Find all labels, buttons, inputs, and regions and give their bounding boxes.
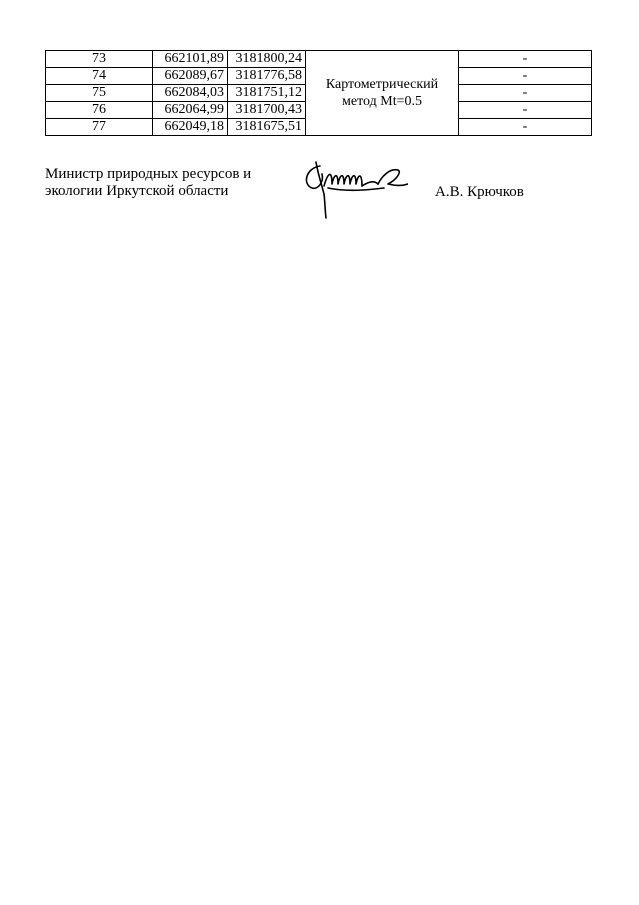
method-line-1: Картометрический — [325, 77, 439, 92]
accuracy-cell: - — [459, 102, 592, 119]
signer-name: А.В. Крючков — [435, 184, 524, 200]
point-number: 75 — [46, 85, 153, 102]
point-number: 73 — [46, 51, 153, 68]
coord-y: 3181675,51 — [228, 119, 306, 136]
coord-y: 3181800,24 — [228, 51, 306, 68]
point-number: 77 — [46, 119, 153, 136]
accuracy-cell: - — [459, 68, 592, 85]
coord-x: 662089,67 — [153, 68, 228, 85]
position-line-2: экологии Иркутской области — [45, 183, 229, 199]
coord-x: 662064,99 — [153, 102, 228, 119]
point-number: 74 — [46, 68, 153, 85]
method-line-2: метод Mt=0.5 — [342, 94, 422, 109]
accuracy-cell: - — [459, 51, 592, 68]
table-row — [46, 51, 592, 68]
position-line-1: Министр природных ресурсов и — [45, 166, 252, 182]
accuracy-cell: - — [459, 85, 592, 102]
coord-y: 3181700,43 — [228, 102, 306, 119]
coord-y: 3181751,12 — [228, 85, 306, 102]
accuracy-cell: - — [459, 119, 592, 136]
handwritten-signature — [298, 160, 408, 222]
coord-x: 662084,03 — [153, 85, 228, 102]
coord-y: 3181776,58 — [228, 68, 306, 85]
coord-x: 662101,89 — [153, 51, 228, 68]
coord-x: 662049,18 — [153, 119, 228, 136]
point-number: 76 — [46, 102, 153, 119]
signer-position — [45, 166, 251, 200]
method-cell — [306, 51, 459, 136]
coordinates-table — [45, 50, 592, 136]
